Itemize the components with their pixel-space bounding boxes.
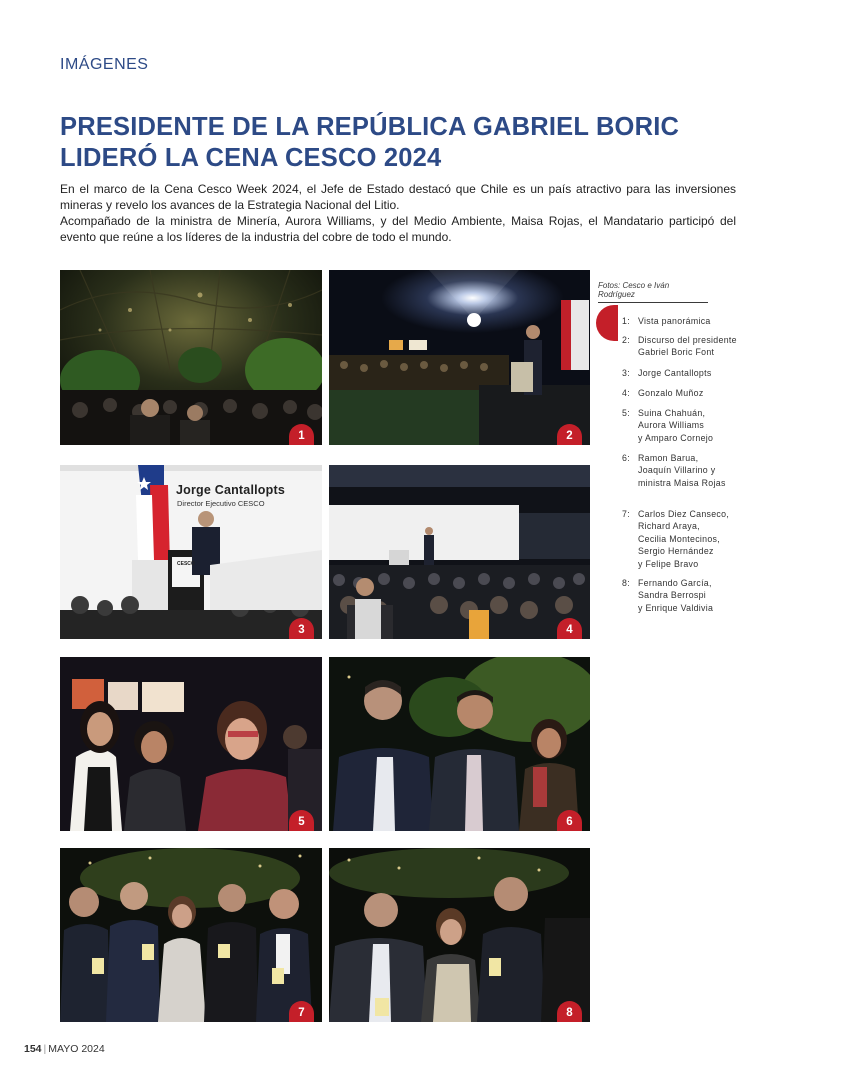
lead-paragraph-1: En el marco de la Cena Cesco Week 2024, el Jefe de Estado destacó que Chile es un país atractivo para las inversiones mineras y revelo los avances de la Estrategia Nacional del Litio. <box>60 182 736 212</box>
caption-5-text: Suina Chahuán, Aurora Williams y Amparo Cornejo <box>638 408 714 443</box>
page-footer <box>24 1043 105 1055</box>
caption-3 <box>622 367 758 379</box>
photo-8-number-badge: 8 <box>557 1001 582 1022</box>
caption-5-number: 5: <box>622 408 630 418</box>
caption-2 <box>622 334 758 359</box>
photo-7-number-badge: 7 <box>289 1001 314 1022</box>
photo-1-image <box>60 270 322 445</box>
caption-7-text: Carlos Diez Canseco, Richard Araya, Cecilia Montecinos, Sergio Hernández y Felipe Bravo <box>638 509 730 569</box>
lead-paragraphs <box>60 181 736 245</box>
caption-4-text: Gonzalo Muñoz <box>638 388 704 398</box>
photo-4-number-badge: 4 <box>557 618 582 639</box>
photo-6-image <box>329 657 590 831</box>
title-line-2: LIDERÓ LA CENA CESCO 2024 <box>60 144 442 172</box>
caption-2-text: Discurso del presidente Gabriel Boric Font <box>638 335 737 358</box>
photo-8-group <box>329 848 590 1022</box>
photo-7-image <box>60 848 322 1022</box>
podium-logo: CESCO <box>177 561 195 567</box>
caption-6 <box>622 452 758 489</box>
photo-6-number-badge: 6 <box>557 810 582 831</box>
caption-4 <box>622 387 758 399</box>
page-number: 154 <box>24 1043 42 1055</box>
screen-name: Jorge Cantallopts <box>176 483 285 497</box>
page-title <box>60 112 800 174</box>
caption-1 <box>622 315 758 327</box>
photo-5-guests <box>60 657 322 831</box>
red-tab-marker <box>596 305 618 341</box>
photo-credit: Fotos: Cesco e Iván Rodríguez <box>598 281 708 303</box>
photo-3-cantallopts <box>60 465 322 639</box>
caption-2-number: 2: <box>622 335 630 345</box>
lead-paragraph-2: Acompañado de la ministra de Minería, Aurora Williams, y del Medio Ambiente, Maisa Rojas, el Mandatario participó del evento que reúne a los líderes de la industria del cobre de todo el mundo. <box>60 214 736 244</box>
photo-2-image <box>329 270 590 445</box>
screen-title: Director Ejecutivo CESCO <box>177 499 265 508</box>
photo-2-speech <box>329 270 590 445</box>
photo-1-panoramic <box>60 270 322 445</box>
caption-4-number: 4: <box>622 388 630 398</box>
title-line-1: PRESIDENTE DE LA REPÚBLICA GABRIEL BORIC <box>60 113 680 141</box>
photo-7-group <box>60 848 322 1022</box>
photo-6-guests <box>329 657 590 831</box>
caption-6-number: 6: <box>622 453 630 463</box>
section-label: IMÁGENES <box>60 56 149 73</box>
photo-5-image <box>60 657 322 831</box>
caption-8 <box>622 577 758 614</box>
footer-separator: | <box>43 1043 47 1055</box>
issue-date: MAYO 2024 <box>48 1043 105 1055</box>
photo-5-number-badge: 5 <box>289 810 314 831</box>
photo-1-number-badge: 1 <box>289 424 314 445</box>
photo-4-image <box>329 465 590 639</box>
caption-5 <box>622 407 758 444</box>
caption-6-text: Ramon Barua, Joaquín Villarino y ministra Maisa Rojas <box>638 453 726 488</box>
caption-3-number: 3: <box>622 368 630 378</box>
caption-8-text: Fernando García, Sandra Berrospi y Enrique Valdivia <box>638 578 714 613</box>
caption-1-number: 1: <box>622 316 630 326</box>
caption-3-text: Jorge Cantallopts <box>638 368 712 378</box>
photo-2-number-badge: 2 <box>557 424 582 445</box>
photo-3-number-badge: 3 <box>289 618 314 639</box>
photo-4-munoz <box>329 465 590 639</box>
caption-7 <box>622 508 758 570</box>
caption-7-number: 7: <box>622 509 630 519</box>
caption-1-text: Vista panorámica <box>638 316 711 326</box>
photo-8-image <box>329 848 590 1022</box>
caption-8-number: 8: <box>622 578 630 588</box>
